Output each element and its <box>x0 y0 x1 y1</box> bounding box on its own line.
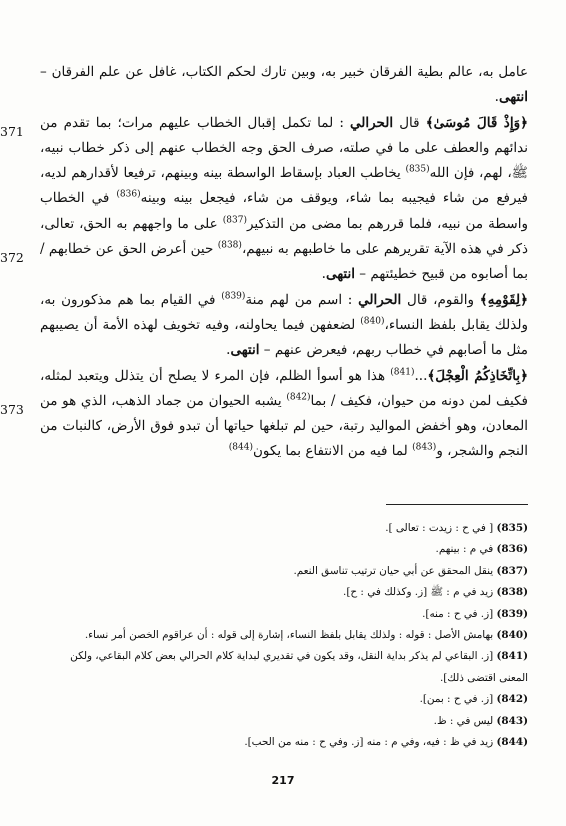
footnote <box>40 689 528 710</box>
footnote-number: (839) <box>496 607 528 620</box>
text-run: والقوم، قال <box>401 291 480 308</box>
bold-term: الحرالي <box>349 114 394 131</box>
text-run: . <box>226 342 231 359</box>
footnote-text: في م : بينهم. <box>435 543 494 556</box>
footnote-text: ينقل المحقق عن أبي حيان ترتيب تناسق النعم. <box>293 564 494 577</box>
footnote-ref: (844) <box>228 442 253 453</box>
footnote-number: (843) <box>496 714 528 727</box>
text-run: في الخطاب واسطة من نبيه، فلما قررهم بما مضى من التذكير <box>40 190 528 232</box>
footnote-ref: (840) <box>360 316 385 327</box>
quran-quote: ﴿وَإِذْ قَالَ مُوسَىٰ﴾ <box>425 114 529 131</box>
footnote <box>40 646 528 689</box>
text-run: . <box>494 89 499 106</box>
paragraph <box>40 364 528 465</box>
quran-quote: ﴿بِاتِّخَاذِكُمُ الْعِجْلَ﴾ <box>427 367 528 384</box>
footnotes <box>40 518 528 753</box>
footnote-number: (837) <box>496 564 528 577</box>
paragraph <box>40 60 528 111</box>
text-run: عامل به، عالم بطية الفرقان خبير به، وبين تارك لحكم الكتاب، غافل عن علم الفرقان – <box>40 64 528 80</box>
text-run: قال <box>393 114 426 131</box>
footnote-number: (841) <box>496 650 528 663</box>
text-run: ... <box>414 367 428 384</box>
footnote <box>40 561 528 582</box>
footnote <box>40 604 528 625</box>
bold-term: انتهى <box>230 342 260 359</box>
margin-number: 371 <box>0 124 24 139</box>
footnote-ref: (836) <box>116 189 141 200</box>
footnote-ref: (837) <box>222 215 247 226</box>
footnote-text: ليس في : ظ. <box>433 714 494 727</box>
bold-term: الحرالي <box>358 291 402 308</box>
text-run: يشبه الحيوان من جماد الذهب، الذي هو من المعادن، وهو أخفض المواليد رتبة، حين لم تبلغها حياتها أن تبدو فوق الأرض، كالنبات من النجم والشجر، و <box>40 392 528 460</box>
footnote-number: (840) <box>496 629 528 642</box>
text-run: : اسم من لهم منة <box>245 291 359 308</box>
footnote <box>40 582 528 603</box>
bold-term: انتهى <box>325 266 356 283</box>
footnote-text: زيد في ظ : فيه، وفي م : منه [ز. وفي ح : منه من الحب]. <box>244 736 494 749</box>
footnote-text: [ز. في ح : منه]. <box>422 607 494 620</box>
quran-quote: ﴿لِقَوْمِهِ﴾ <box>479 291 528 308</box>
footnote-number: (842) <box>496 693 528 706</box>
text-run: لما فيه من الانتفاع بما يكون <box>252 443 413 460</box>
footnote-text: [ز. البقاعي لم يذكر بداية النقل، وقد يكون في تقديري لبداية كلام الحرالي بعض كلام البقاعي، ولكن المعنى اقتضى ذلك]. <box>70 650 528 684</box>
footnote-text: بهامش الأصل : قوله : ولذلك يقابل بلفظ النساء، إشارة إلى قوله : أن عراقوم الخصن أمر نساء. <box>84 629 494 642</box>
text-run: على ما واجههم به الحق، تعالى، ذكر في هذه الآية تقريرهم على ما خاطبهم به نبيهم، <box>40 215 529 258</box>
footnote-ref: (839) <box>221 291 246 302</box>
footnote <box>40 539 528 560</box>
footnote-number: (844) <box>496 736 528 749</box>
footnote-text: زيد في م : ﷺ [ز. وكذلك في : ح]. <box>343 586 494 599</box>
margin-number: 373 <box>0 402 24 417</box>
text-run: . <box>321 266 326 283</box>
bold-term: انتهى <box>498 89 528 106</box>
footnote <box>40 625 528 646</box>
margin-number: 372 <box>0 250 24 265</box>
paragraph <box>40 111 528 288</box>
footnote-number: (836) <box>496 543 528 556</box>
paragraph <box>40 288 528 364</box>
footnote <box>40 732 528 753</box>
footnote-ref: (835) <box>405 164 430 175</box>
text-run: في القيام بما هم مذكورون به، ولذلك يقابل بلفظ النساء، <box>40 291 528 333</box>
footnote-number: (835) <box>496 522 528 534</box>
footnote-ref: (838) <box>217 240 242 251</box>
text-run: هذا هو أسوأ الظلم، فإن المرء لا يصلح أن يتذلل ويتعبد لمثله، فكيف لمن دونه من حيوان، فكيف / بما <box>40 367 528 409</box>
text-run: لضعفهن فيما يحاولنه، وفيه تخويف لهذه الأمة أن يصيبهم مثل ما أصابهم في خطاب ربهم، فيعرض عنهم – <box>40 316 528 359</box>
page-number: 217 <box>271 774 295 787</box>
footnote-number: (838) <box>496 586 528 599</box>
footnote-ref: (842) <box>286 392 311 403</box>
footnote <box>40 518 528 539</box>
text-run: حين أعرض الحق عن خطابهم / بما أصابوه من قبيح خطيئتهم – <box>40 241 528 283</box>
footnote-text: [ في ح : زيدت : تعالى ]. <box>385 522 494 534</box>
footnote-divider <box>386 504 528 505</box>
footnote-ref: (843) <box>412 442 437 453</box>
footnote <box>40 711 528 732</box>
footnote-ref: (841) <box>390 367 415 378</box>
main-text <box>40 60 528 465</box>
text-run: يخاطب العباد بإسقاط الواسطة بينه وبينهم، ترفيعا لأقدارهم لديه، فيرفع من شاء فيجيبه بما شاء، ويوقف من شاء، فيجعل بينه وبينه <box>40 165 528 207</box>
text-run: : لما تكمل إقبال الخطاب عليهم مرات؛ بما تقدم من ندائهم والعطف على ما في صلته، صرف الحق وجه الخطاب عنهم إلى ذكر خطاب نبيه، ﷺ، لهم، فإن الله <box>40 114 528 182</box>
footnote-text: [ز. في ح : بمن]. <box>419 693 494 706</box>
